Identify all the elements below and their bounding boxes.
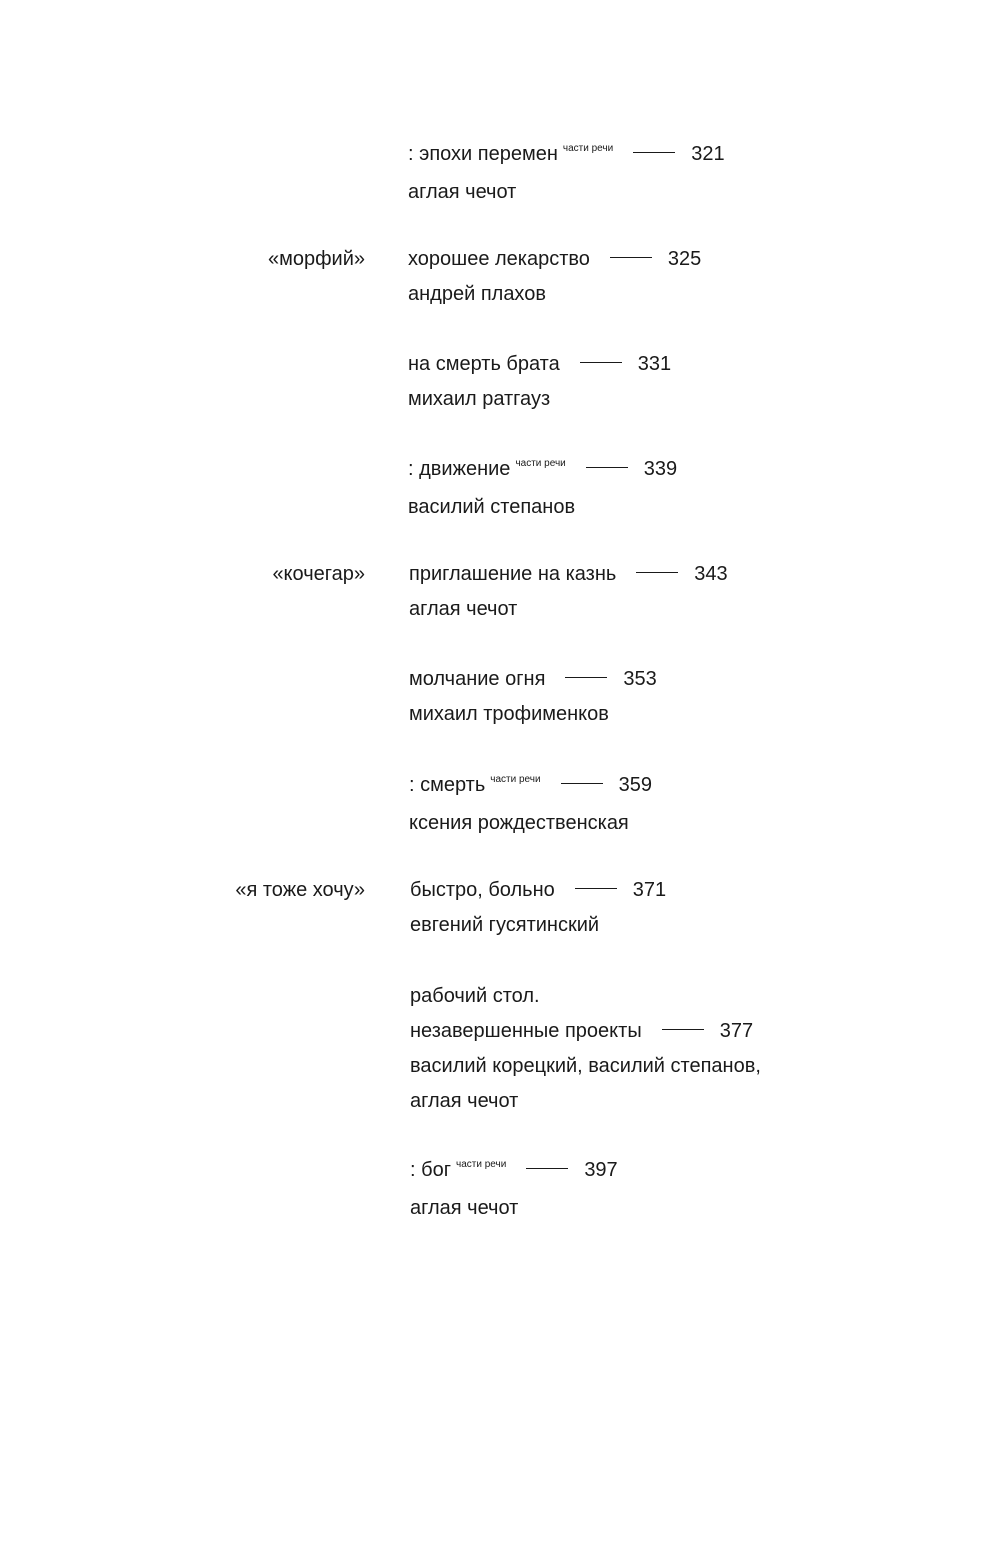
entry-author: михаил ратгауз bbox=[408, 388, 551, 410]
entry-title[interactable]: на смерть брата bbox=[408, 353, 560, 375]
leader-dash bbox=[610, 257, 652, 258]
section-label: «кочегар» bbox=[272, 563, 365, 585]
entry-title-line bbox=[410, 1014, 970, 1049]
entry-body bbox=[409, 768, 969, 841]
entry-author: евгений гусятинский bbox=[410, 914, 600, 936]
entry-title-line bbox=[409, 768, 969, 806]
page-number[interactable]: 343 bbox=[694, 563, 728, 585]
page-number[interactable]: 353 bbox=[623, 668, 657, 690]
entry-superscript: части речи bbox=[490, 774, 541, 785]
entry-title[interactable]: смерть bbox=[420, 774, 486, 796]
entry-title[interactable]: приглашение на казнь bbox=[409, 563, 617, 585]
entry-author: андрей плахов bbox=[408, 283, 546, 305]
leader-dash bbox=[580, 362, 622, 363]
entry-author: михаил трофименков bbox=[409, 703, 609, 725]
entry-author: ксения рождественская bbox=[409, 812, 629, 834]
entry-superscript: части речи bbox=[456, 1159, 507, 1170]
entry-prefix: : bbox=[409, 774, 421, 796]
entry-title-line bbox=[408, 137, 968, 175]
entry-author: аглая чечот bbox=[410, 1090, 519, 1112]
entry-title-line bbox=[408, 347, 968, 382]
leader-dash bbox=[526, 1168, 568, 1169]
entry-title-line bbox=[410, 1153, 970, 1191]
entry-body bbox=[408, 347, 968, 417]
page-number[interactable]: 397 bbox=[584, 1159, 618, 1181]
entry-title[interactable]: незавершенные проекты bbox=[410, 1020, 642, 1042]
page-number[interactable]: 325 bbox=[667, 248, 702, 270]
entry-body bbox=[408, 452, 968, 525]
section-label: «морфий» bbox=[267, 248, 365, 270]
page-number[interactable]: 321 bbox=[691, 143, 725, 165]
leader-dash bbox=[565, 677, 607, 678]
entry-body bbox=[410, 979, 970, 1119]
leader-dash bbox=[575, 888, 617, 889]
entry-body bbox=[409, 557, 969, 627]
leader-dash bbox=[636, 572, 678, 573]
entry-author: аглая чечот bbox=[409, 598, 518, 620]
entry-pre-line: рабочий стол. bbox=[410, 985, 540, 1007]
entry-body bbox=[410, 1153, 970, 1226]
leader-dash bbox=[561, 783, 603, 784]
entry-body bbox=[410, 873, 970, 943]
section-label: «я тоже хочу» bbox=[235, 879, 365, 901]
entry-author: василий корецкий, василий степанов, bbox=[410, 1055, 761, 1077]
entry-title[interactable]: хорошее лекарство bbox=[408, 248, 590, 270]
entry-superscript: части речи bbox=[562, 143, 614, 154]
entry-title-line bbox=[408, 452, 968, 490]
entry-title[interactable]: молчание огня bbox=[409, 668, 546, 690]
entry-prefix: : bbox=[408, 143, 420, 165]
leader-dash bbox=[633, 152, 675, 153]
entry-author: василий степанов bbox=[408, 496, 576, 518]
page-number[interactable]: 359 bbox=[618, 774, 652, 796]
entry-superscript: части речи bbox=[515, 458, 566, 469]
page-number[interactable]: 339 bbox=[643, 458, 678, 480]
entry-body bbox=[408, 242, 968, 312]
leader-dash bbox=[586, 467, 628, 468]
page-number[interactable]: 331 bbox=[637, 353, 672, 375]
entry-title-line bbox=[410, 873, 970, 908]
entry-prefix: : bbox=[410, 1159, 422, 1181]
entry-title[interactable]: быстро, больно bbox=[410, 879, 555, 901]
page-number[interactable]: 377 bbox=[719, 1020, 754, 1042]
entry-title-line bbox=[409, 557, 969, 592]
entry-title[interactable]: эпохи перемен bbox=[419, 143, 558, 165]
entry-title[interactable]: движение bbox=[419, 458, 511, 480]
entry-prefix: : bbox=[408, 458, 420, 480]
entry-title[interactable]: бог bbox=[421, 1159, 451, 1181]
entry-body bbox=[409, 662, 969, 732]
leader-dash bbox=[662, 1029, 704, 1030]
entry-title-line bbox=[408, 242, 968, 277]
entry-author: аглая чечот bbox=[410, 1197, 519, 1219]
entry-body bbox=[408, 137, 968, 210]
page-number[interactable]: 371 bbox=[632, 879, 667, 901]
entry-title-line bbox=[409, 662, 969, 697]
entry-author: аглая чечот bbox=[408, 181, 517, 203]
